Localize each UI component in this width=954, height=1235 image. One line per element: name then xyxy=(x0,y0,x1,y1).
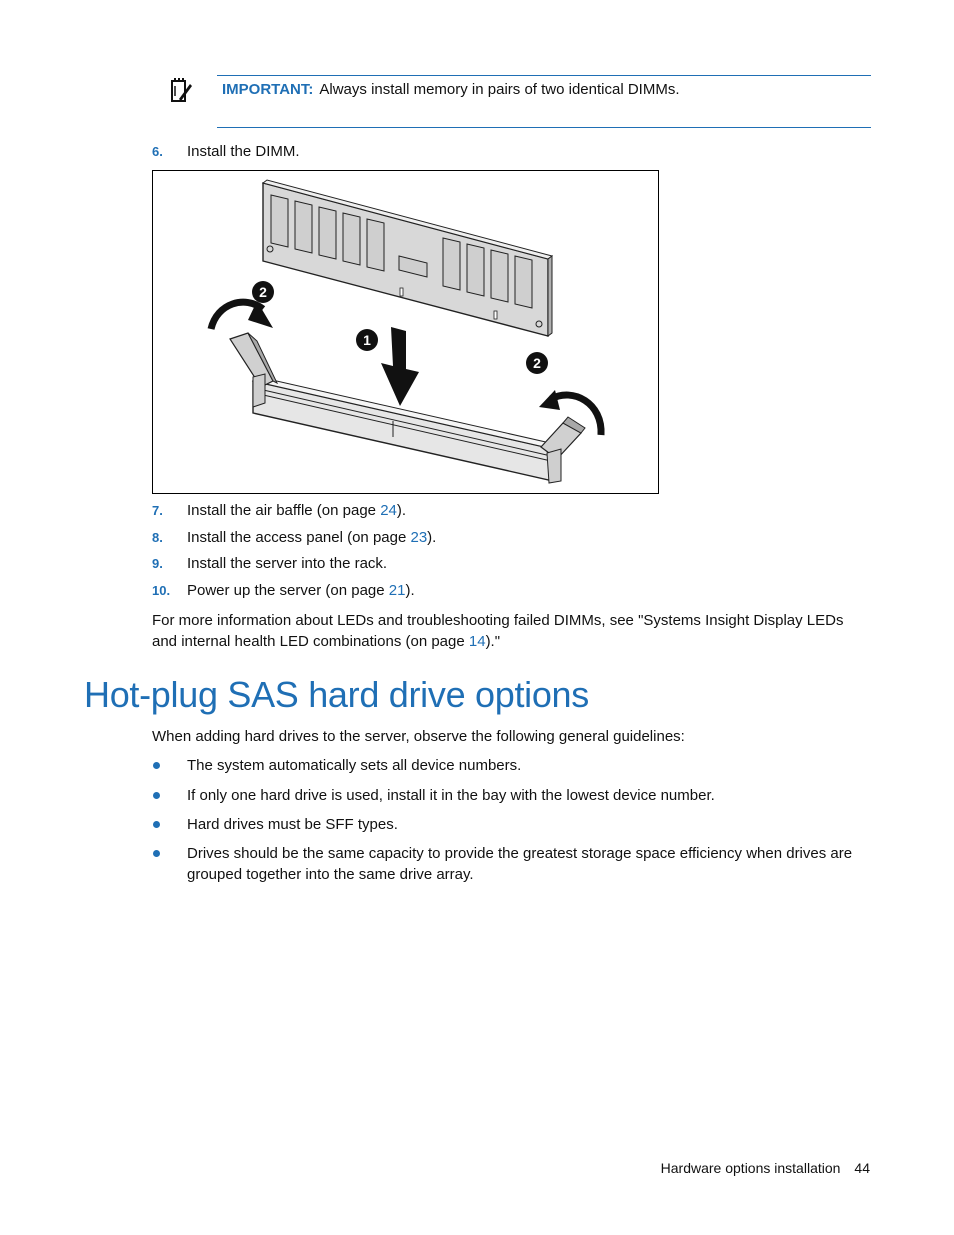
step-text: Install the access panel (on page xyxy=(187,529,411,546)
list-item-text: If only one hard drive is used, install it in the bay with the lowest device number. xyxy=(187,787,715,804)
important-message: Always install memory in pairs of two identical DIMMs. xyxy=(319,81,680,98)
list-item xyxy=(152,843,872,885)
callout-2-right xyxy=(526,352,548,374)
page-link[interactable]: 24 xyxy=(380,502,397,519)
step-text: Install the air baffle (on page xyxy=(187,502,381,519)
step-text-end: ). xyxy=(405,582,415,599)
step-10 xyxy=(152,581,415,601)
bullet-icon xyxy=(153,821,160,828)
step-number: 8. xyxy=(152,530,163,545)
list-item-text: Hard drives must be SFF types. xyxy=(187,816,398,833)
page-link[interactable]: 21 xyxy=(388,582,406,599)
more-info-line-1: For more information about LEDs and troubleshooting failed DIMMs, see "Systems Insight Display LEDs xyxy=(152,612,844,629)
step-number: 6. xyxy=(152,144,163,159)
step-8 xyxy=(152,528,436,548)
callout-1-label: 1 xyxy=(363,332,371,348)
more-info-text: and internal health LED combinations (on page xyxy=(152,633,469,650)
section-intro: When adding hard drives to the server, observe the following general guidelines: xyxy=(152,728,685,745)
callout-2-left-label: 2 xyxy=(259,284,267,300)
section-heading: Hot-plug SAS hard drive options xyxy=(84,674,589,715)
list-item xyxy=(152,755,872,776)
important-note-text xyxy=(222,80,680,100)
callout-2-left xyxy=(252,281,274,303)
bullet-icon xyxy=(153,762,160,769)
step-number: 10. xyxy=(152,583,171,598)
more-info-line-2 xyxy=(152,631,867,652)
step-6 xyxy=(152,142,300,162)
step-text-end: ). xyxy=(427,529,437,546)
dimm-module-illustration xyxy=(263,180,552,336)
page-number: 44 xyxy=(854,1160,870,1176)
step-7 xyxy=(152,501,406,521)
list-item-text: Drives should be the same capacity to provide the greatest storage space efficiency when drives are grouped together into the same drive array. xyxy=(187,845,853,883)
list-item xyxy=(152,814,872,835)
more-info-paragraph xyxy=(152,610,867,652)
bullet-icon xyxy=(153,792,160,799)
list-item xyxy=(152,785,872,806)
step-text: Install the DIMM. xyxy=(187,143,300,160)
important-note-icon xyxy=(171,78,193,104)
page-link[interactable]: 14 xyxy=(468,633,486,650)
step-text-end: ). xyxy=(396,502,407,519)
step-number: 7. xyxy=(152,503,163,518)
callout-1 xyxy=(356,329,378,351)
page-link[interactable]: 23 xyxy=(410,529,428,546)
step-9 xyxy=(152,554,387,574)
footer-chapter: Hardware options installation xyxy=(660,1160,841,1176)
more-info-text-end: )." xyxy=(485,633,501,650)
bullet-icon xyxy=(153,850,160,857)
left-latch-rotation-arrow xyxy=(211,301,273,329)
callout-2-right-label: 2 xyxy=(533,355,541,371)
page-footer xyxy=(0,1158,870,1178)
step-text: Power up the server (on page xyxy=(187,582,389,599)
step-text: Install the server into the rack. xyxy=(187,555,388,572)
list-item-text: The system automatically sets all device numbers. xyxy=(187,757,522,774)
step-number: 9. xyxy=(152,556,163,571)
dimm-installation-figure xyxy=(152,170,659,494)
insert-down-arrow xyxy=(381,327,419,406)
important-label: IMPORTANT: xyxy=(222,81,314,98)
